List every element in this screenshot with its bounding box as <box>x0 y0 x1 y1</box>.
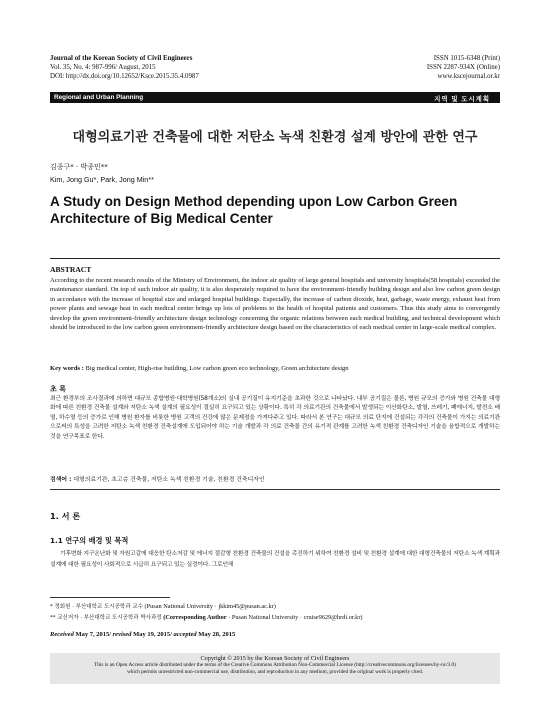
keywords-ko-label: 검색어 : <box>50 477 72 483</box>
keywords-en-value: Big medical center, High-rise building, Low carbon green eco technology, Green architecture design <box>85 365 349 372</box>
footnote-1-en: (Pusan National University · jkkim45@pusan.ac.kr) <box>144 603 276 610</box>
received-label: Received <box>50 631 74 638</box>
abstract-text: According to the recent research results of the Ministry of Environment, the indoor air quality of large general hospitals and university hospitals(58 hospitals) exceeded the maintenance standard. On top of such indoor air quality, it is also desperately required to have the environment-friendly building design and also low carbon green design in accordance with the increase of hospital size and enlarged hospital buildings. Especially, the increase of carbon dioxide, heat, garbage, waste energy, exhaust heat from power plants and sewage heat in each medical center brings up lots of problems to the health of hospital patients and customers. Thus this study aims to convergently develop the green environment-friendly architecture design technology concerning the organic relations between each medical building, and technical development which should be introduced to the low carbon green environment-friendly architecture design based on the characteristics of each medical center in large-scale medical complex. <box>50 277 500 332</box>
title-english <box>50 193 500 227</box>
authors-english: Kim, Jong Gu*, Park, Jong Min** <box>50 175 154 184</box>
footnote-2 <box>50 613 500 624</box>
footnote-2-ko: ** 교신저자 · 부산대학교 도시공학과 박사과정 <box>50 614 162 621</box>
body-paragraph: 기후변화 지구온난화 및 자원고갈에 대응한 탄소저감 및 에너지 절감형 친환경 건축물의 건설을 촉진하기 위하여 친환경 설비 및 친환경 설계에 대한 대형건축물의 저탄소 녹색 계획과 설계에 대한 필요성이 사회적으로 시급히 요구되고 있는 실정이다. 그로인해 <box>50 551 500 568</box>
authors-korean: 김종구* · 박종민** <box>50 163 108 171</box>
title-english-line1: A Study on Design Method depending upon Low Carbon Green <box>50 194 458 209</box>
journal-header <box>50 54 199 81</box>
keywords-en-label: Key words : <box>50 365 84 372</box>
journal-name: Journal of the Korean Society of Civil Engineers <box>50 55 193 62</box>
abstract-ko-heading: 초 록 <box>50 385 66 393</box>
received-date: May 7, 2015/ <box>75 631 112 638</box>
footnote-rule <box>50 597 170 598</box>
footnotes <box>50 602 500 623</box>
license-line-1: This is an Open Access article distributed under the terms of the Creative Commons Attribution Non-Commercial License (http://creativecommons.org/licenses/by-nc/3.0) <box>94 662 456 668</box>
journal-doi[interactable]: DOI: http://dx.doi.org/10.12652/Ksce.2015.35.4.0987 <box>50 73 199 80</box>
issn-online: ISSN 2287-934X (Online) <box>426 64 500 71</box>
abstract-ko-text: 최근 환경부의 조사결과에 의하면 대규모 종합병원·대학병원(58개소)의 실내 공기질이 유지기준을 초과한 것으로 나타났다. 내부 공기질은 물론, 병원 규모의 증가와 병원 건축물 대형화에 따른 친환경 건축물 설계와 저탄소 녹색 설계의 필요성이 절실히 요구되고 있는 상황이다. 특히 각 의료기관의 건축물에서 발생되는 이산화탄소, 발열, 쓰레기, 폐에너지, 발전소 배열, 하수열 등의 증가로 인해 병원 환자를 비롯한 병원 고객의 건강에 많은 문제점을 가져다주고 있다. 따라서 본 연구는 대규모 의료 단지에 건설되는 각각의 건축물이 가지는 의료기관으로써의 특성을 고려한 저탄소 녹색 친환경 건축설계에 도입되어야 하는 기술 개발과 각 의료 건축물 간의 유기적 관계를 고려한 녹색 친환경 건축디자인 기술을 융합적으로 개발하는 것을 연구목표로 한다. <box>50 396 500 440</box>
issn-print: ISSN 1015-6348 (Print) <box>433 55 500 62</box>
footnote-2-corresponding: (Corresponding Author <box>163 613 227 621</box>
footnote-1-ko: * 정회원 · 부산대학교 도시공학과 교수 <box>50 604 143 610</box>
category-band <box>50 92 500 103</box>
abstract-bottom-rule <box>50 489 500 490</box>
accepted-label: accepted <box>173 631 197 638</box>
title-korean: 대형의료기관 건축물에 대한 저탄소 녹색 친환경 설계 방안에 관한 연구 <box>72 130 478 145</box>
received-dates <box>50 631 235 638</box>
revised-date: May 19, 2015/ <box>133 631 172 638</box>
category-en: Regional and Urban Planning <box>54 93 144 101</box>
footnote-2-en: · Pusan National University · cruise9629@hrdi.or.kr) <box>228 613 363 621</box>
abstract-top-rule <box>50 258 500 259</box>
revised-label: revised <box>112 631 132 638</box>
keywords-en <box>50 365 500 372</box>
section-heading-1: 1. 서 론 <box>50 511 81 521</box>
category-ko: 지역 및 도시계획 <box>434 95 490 103</box>
keywords-ko <box>50 474 500 483</box>
section-heading-1-1: 1.1 연구의 배경 및 목적 <box>50 536 129 545</box>
issn-block <box>427 54 500 81</box>
copyright-line: Copyright © 2015 by the Korean Society of Civil Engineers <box>200 655 350 662</box>
title-english-line2: Architecture of Big Medical Center <box>50 211 273 226</box>
journal-website[interactable]: www.kscejournal.or.kr <box>437 73 500 80</box>
keywords-ko-value: 대형의료기관, 초고층 건축물, 저탄소 녹색 친환경 기술, 친환경 건축디자인 <box>73 477 265 483</box>
copyright-box <box>50 653 500 684</box>
abstract-heading: ABSTRACT <box>50 265 92 274</box>
journal-volume: Vol. 35, No. 4: 987-996/ August, 2015 <box>50 64 156 71</box>
license-line-2: which permits unrestricted non-commercial use, distribution, and reproduction in any medium, provided the original work is properly cited. <box>126 669 424 675</box>
accepted-date: May 28, 2015 <box>198 631 236 638</box>
footnote-1 <box>50 602 500 613</box>
